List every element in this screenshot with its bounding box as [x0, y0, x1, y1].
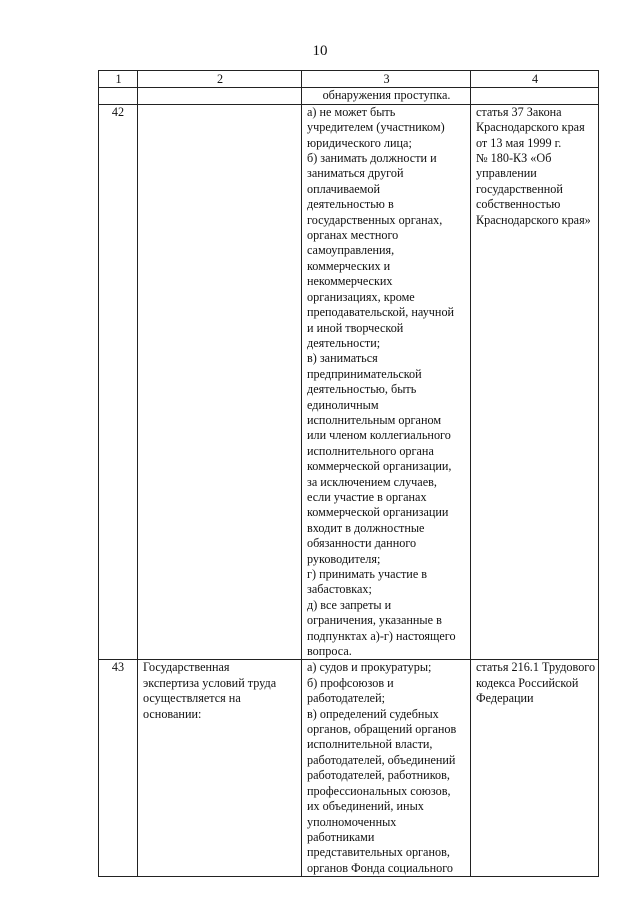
answer-line: работниками — [307, 829, 375, 844]
answer-line: представительных органов, — [307, 845, 450, 860]
continued-cell-question — [138, 88, 302, 104]
source-line: Федерации — [476, 691, 534, 706]
answer-line: органов, обращений органов — [307, 722, 457, 737]
answer-line: вопроса. — [307, 644, 352, 659]
source-line: кодекса Российской — [476, 675, 579, 690]
answer-line: их объединений, иных — [307, 799, 424, 814]
answer-line: работодателей, работников, — [307, 768, 450, 783]
answer-line: в) определений судебных — [307, 706, 439, 721]
source-line: собственностью — [476, 197, 561, 212]
answer-line: органах местного — [307, 228, 399, 243]
source-line: статья 37 Закона — [476, 104, 562, 119]
source-cell — [471, 104, 599, 660]
question-line: основании: — [143, 706, 202, 721]
answer-line: в) заниматься — [307, 351, 378, 366]
answer-line: д) все запреты и — [307, 597, 392, 612]
answer-line: б) занимать должности и — [307, 151, 437, 166]
answer-line: деятельности; — [307, 335, 381, 350]
column-header-3: 3 — [302, 71, 471, 88]
source-line: от 13 мая 1999 г. — [476, 135, 562, 150]
question-cell — [138, 104, 302, 660]
question-cell — [138, 660, 302, 877]
answer-line: работодателей; — [307, 691, 385, 706]
answer-line: а) судов и прокуратуры; — [307, 660, 432, 675]
table-row-continued — [99, 88, 599, 104]
answer-line: работодателей, объединений — [307, 752, 456, 767]
answer-line: подпунктах а)-г) настоящего — [307, 628, 456, 643]
answer-line: преподавательской, научной — [307, 305, 455, 320]
answer-line: если участие в органах — [307, 489, 427, 504]
column-header-4: 4 — [471, 71, 599, 88]
answer-line: уполномоченных — [307, 814, 397, 829]
answer-line: и иной творческой — [307, 320, 404, 335]
questions-table — [98, 70, 599, 877]
answer-line: учредителем (участником) — [307, 120, 445, 135]
source-line: Краснодарского края» — [476, 212, 591, 227]
source-line: статья 216.1 Трудового — [476, 660, 596, 675]
column-header-1: 1 — [99, 71, 138, 88]
source-line: управлении — [476, 166, 537, 181]
answer-line: исполнительного органа — [307, 443, 434, 458]
answer-line: государственных органах, — [307, 212, 443, 227]
answer-line: обязанности данного — [307, 536, 417, 551]
answer-line: коммерческих и — [307, 258, 391, 273]
answer-line: деятельностью, быть — [307, 382, 417, 397]
answer-line: а) не может быть — [307, 104, 396, 119]
answer-line: забастовках; — [307, 582, 372, 597]
answer-line: самоуправления, — [307, 243, 395, 258]
question-line: экспертиза условий труда — [143, 675, 277, 690]
continued-cell-number — [99, 88, 138, 104]
answer-line: б) профсоюзов и — [307, 675, 394, 690]
answer-line: входит в должностные — [307, 520, 425, 535]
answer-line: ограничения, указанные в — [307, 613, 442, 628]
continued-cell-answer: обнаружения проступка. — [302, 88, 471, 104]
continued-cell-source — [471, 88, 599, 104]
answer-line: органов Фонда социального — [307, 860, 454, 875]
question-line: Государственная — [143, 660, 230, 675]
table-row-42 — [99, 104, 599, 660]
answer-line: коммерческой организации, — [307, 459, 452, 474]
answer-line: коммерческой организации — [307, 505, 449, 520]
answer-cell — [302, 660, 471, 877]
answer-line: руководителя; — [307, 551, 381, 566]
answer-line: профессиональных союзов, — [307, 783, 451, 798]
table-header-row — [99, 71, 599, 88]
row-number: 43 — [99, 660, 138, 877]
answer-line: г) принимать участие в — [307, 567, 428, 581]
question-line: осуществляется на — [143, 691, 241, 706]
answer-line: некоммерческих — [307, 274, 393, 289]
answer-line: заниматься другой — [307, 166, 404, 181]
answer-line: или членом коллегиального — [307, 428, 451, 443]
source-line: Краснодарского края — [476, 120, 585, 135]
answer-line: организациях, кроме — [307, 289, 415, 304]
answer-line: деятельностью в — [307, 197, 394, 212]
answer-cell — [302, 104, 471, 660]
answer-line: исполнительной власти, — [307, 737, 433, 752]
answer-line: за исключением случаев, — [307, 474, 437, 489]
source-line: № 180-КЗ «Об — [476, 151, 552, 166]
page-number: 10 — [312, 43, 328, 59]
source-line: государственной — [476, 181, 563, 196]
answer-line: единоличным — [307, 397, 379, 412]
answer-line: юридического лица; — [307, 135, 412, 150]
answer-line: оплачиваемой — [307, 181, 381, 196]
row-number: 42 — [99, 104, 138, 660]
table-row-43 — [99, 660, 599, 877]
answer-line: исполнительным органом — [307, 412, 442, 427]
answer-line: предпринимательской — [307, 366, 422, 381]
source-cell — [471, 660, 599, 877]
column-header-2: 2 — [138, 71, 302, 88]
